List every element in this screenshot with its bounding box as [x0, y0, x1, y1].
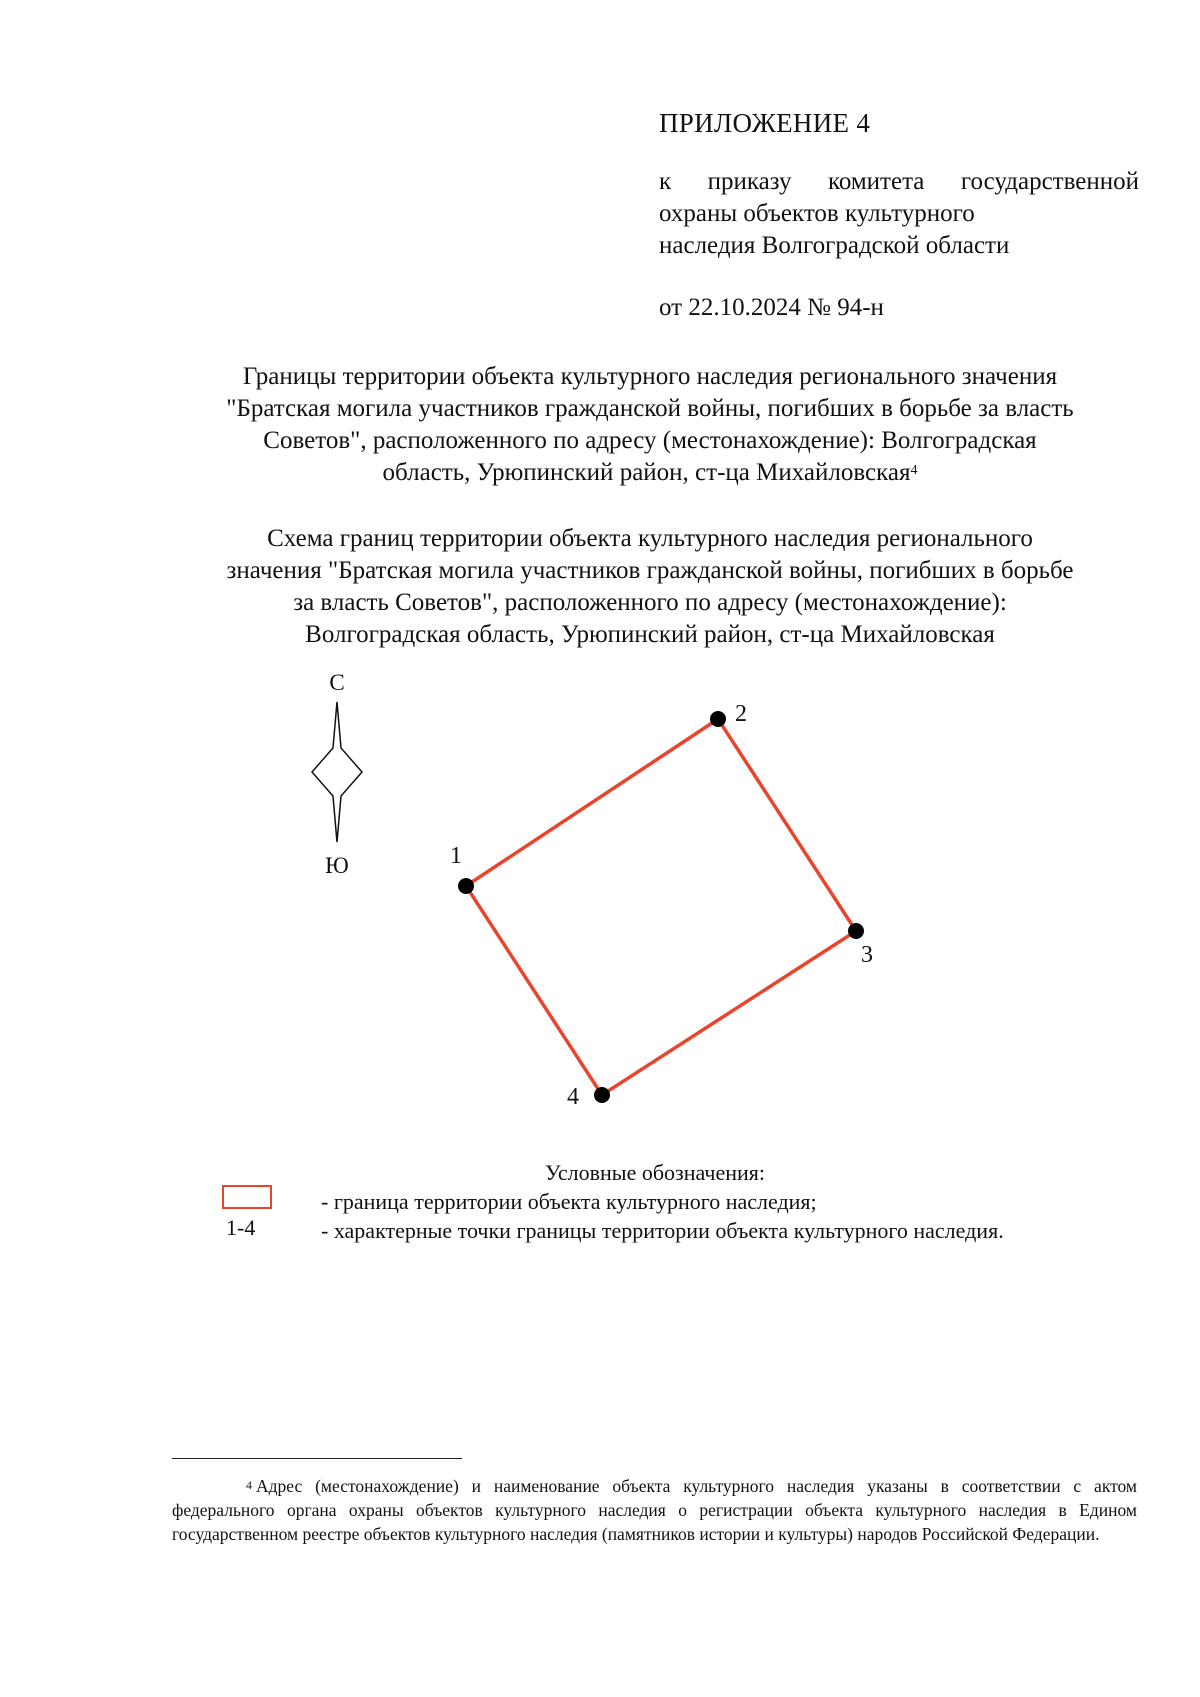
territory-boundary [466, 719, 856, 1095]
scheme-heading-line-1: Схема границ территории объекта культурного наследия регионального [267, 525, 1033, 552]
scheme-heading-line-4: Волгоградская область, Урюпинский район, ст-ца Михайловская [305, 621, 995, 648]
legend-points-text: - характерные точки границы территории объекта культурного наследия. [321, 1218, 1004, 1243]
boundary-point-1 [458, 878, 474, 894]
footnote [172, 1474, 1137, 1546]
compass-south-label: Ю [325, 853, 349, 878]
boundaries-heading-line-1: Границы территории объекта культурного наследия регионального значения [242, 363, 1058, 390]
scheme-heading-line-3: за власть Советов", расположенного по адресу (местонахождение): [293, 589, 1007, 616]
boundary-point-label-3: 3 [861, 942, 873, 968]
boundaries-heading-line-4-text: область, Урюпинский район, ст-ца Михайловская [382, 459, 911, 486]
legend-boundary-text: - граница территории объекта культурного наследия; [321, 1189, 817, 1214]
legend-title: Условные обозначения: [544, 1160, 766, 1185]
compass-north-label: С [329, 670, 345, 695]
boundary-point-label-4: 4 [567, 1084, 579, 1110]
boundaries-heading-line-3: Советов", расположенного по адресу (местонахождение): Волгоградская [263, 427, 1037, 454]
boundary-point-4 [594, 1087, 610, 1103]
legend-points-label: 1-4 [226, 1215, 256, 1240]
footnote-mark: 4 [246, 1478, 252, 1492]
boundary-point-3 [848, 923, 864, 939]
footnote-divider [172, 1458, 462, 1459]
boundary-point-label-1: 1 [450, 843, 462, 869]
appendix-date: от 22.10.2024 № 94-н [659, 294, 884, 321]
appendix-ref-line-1: к приказу комитета государственной [659, 168, 1139, 195]
footnote-reference: 4 [910, 463, 918, 478]
scheme-heading-line-2: значения "Братская могила участников гражданской войны, погибших в борьбе [226, 557, 1074, 584]
boundaries-heading-line-2: "Братская могила участников гражданской войны, погибших в борьбе за власть [226, 395, 1074, 422]
boundary-point-label-2: 2 [735, 701, 747, 727]
appendix-ref-line-2: охраны объектов культурного [659, 200, 975, 227]
footnote-text: Адрес (местонахождение) и наименование объекта культурного наследия указаны в соответствии с актом федерального органа охраны объектов культурного наследия о регистрации объекта культурного наследия в Едином государственном реестре объектов культурного наследия (памятников истории и культуры) народов Российской Федерации. [172, 1476, 1137, 1544]
appendix-title: ПРИЛОЖЕНИЕ 4 [659, 108, 871, 138]
appendix-ref-line-3: наследия Волгоградской области [659, 232, 1010, 259]
compass-arrow-icon [312, 702, 362, 842]
legend-boundary-swatch [222, 1185, 272, 1209]
boundary-point-2 [710, 711, 726, 727]
compass-rose [312, 670, 362, 878]
